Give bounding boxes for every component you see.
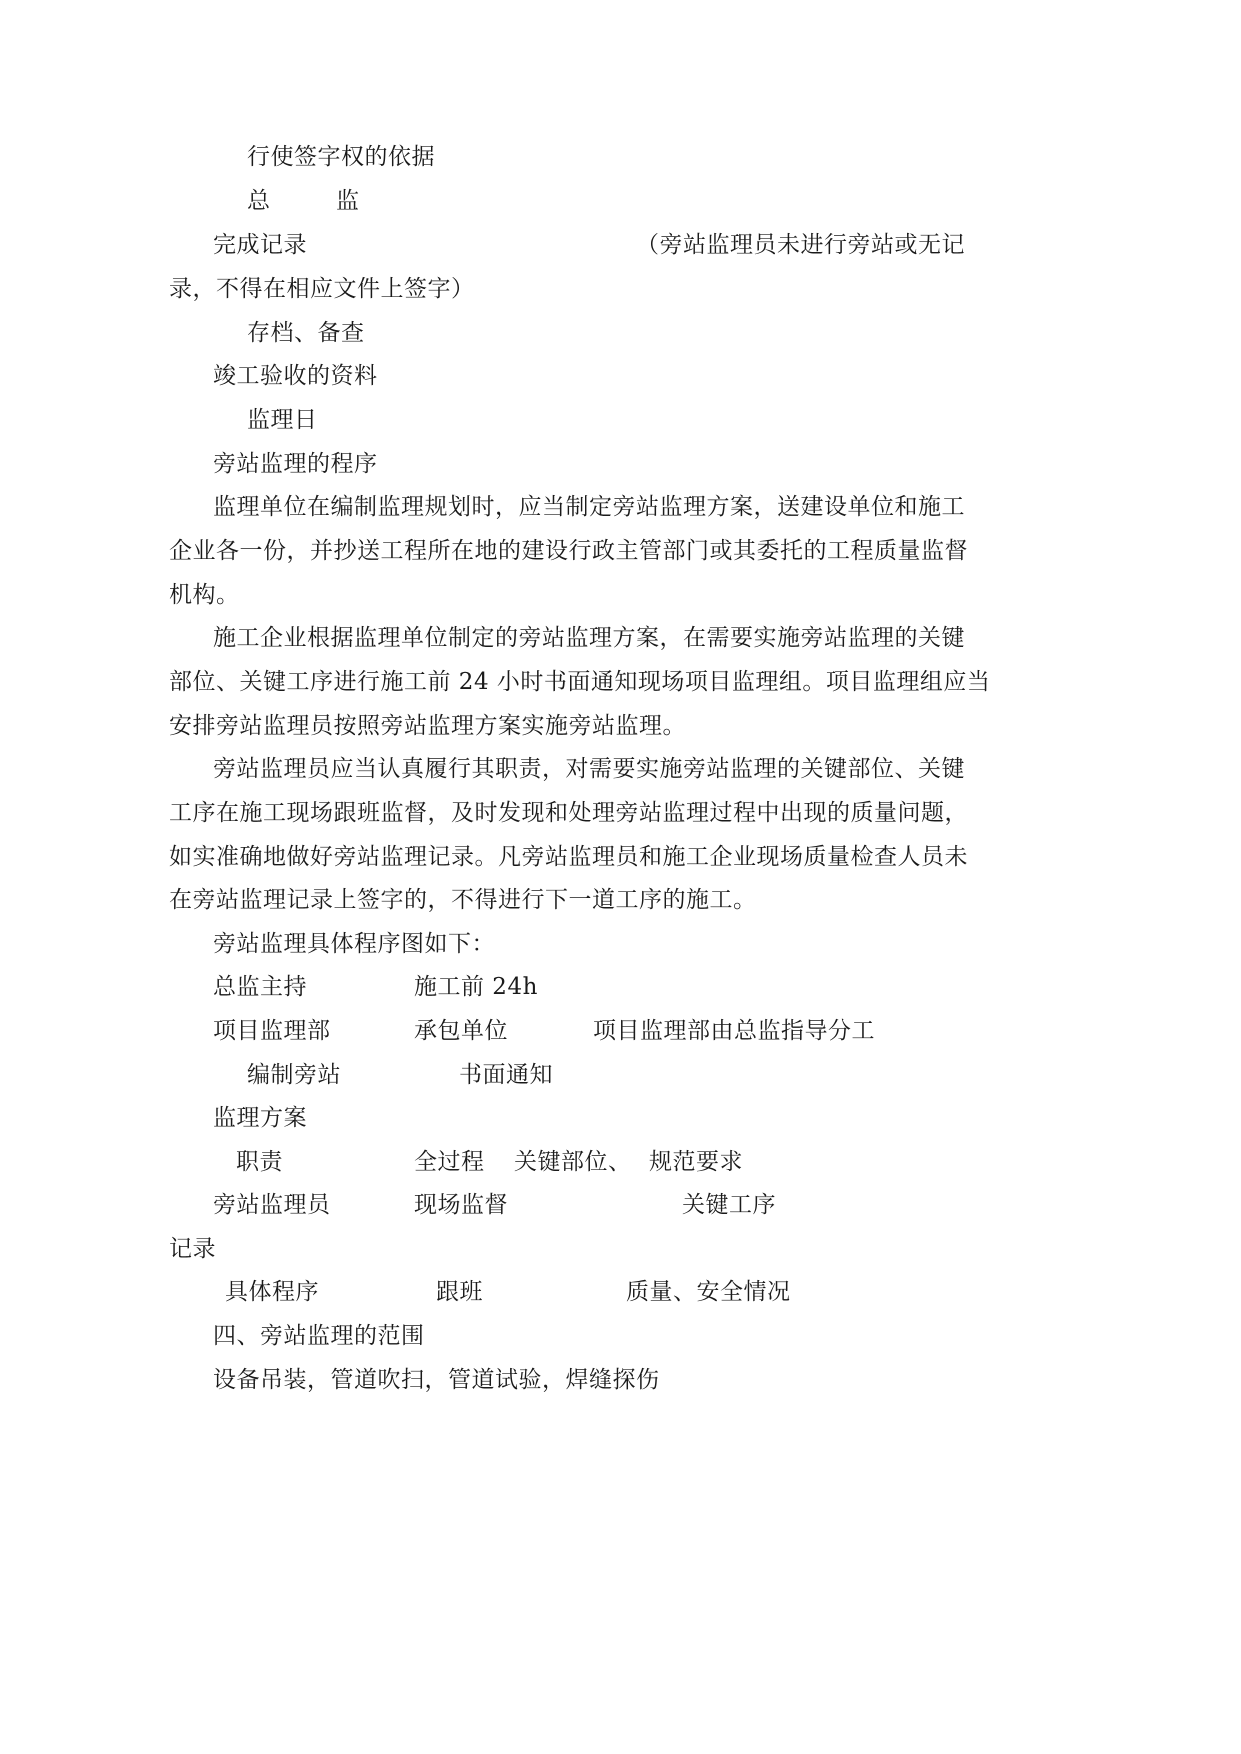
flow-label: 现场监督 [414, 1192, 508, 1218]
flow-label: 规范要求 [649, 1149, 743, 1175]
flow-label: 跟班 [436, 1279, 483, 1305]
flow-label: 旁站监理员 [213, 1192, 331, 1218]
flow-label: 施工前 24h [414, 974, 538, 1000]
text-fragment: （旁站监理员未进行旁站或无记 [636, 232, 965, 258]
flow-label: 记录 [169, 1236, 216, 1262]
paragraph-line: 企业各一份，并抄送工程所在地的建设行政主管部门或其委托的工程质量监督 [169, 538, 968, 564]
paragraph-line: 工序在施工现场跟班监督，及时发现和处理旁站监理过程中出现的质量问题， [169, 800, 968, 826]
flow-label: 书面通知 [459, 1062, 553, 1088]
flow-label: 具体程序 [225, 1279, 319, 1305]
flow-label: 关键工序 [682, 1192, 776, 1218]
paragraph-line: 部位、关键工序进行施工前 24 小时书面通知现场项目监理组。项目监理组应当 [169, 669, 991, 695]
section-heading: 四、旁站监理的范围 [213, 1323, 425, 1349]
paragraph-line: 安排旁站监理员按照旁站监理方案实施旁站监理。 [169, 713, 686, 739]
flow-label: 项目监理部 [213, 1018, 331, 1044]
text-line: 设备吊装，管道吹扫，管道试验，焊缝探伤 [213, 1367, 660, 1393]
section-heading: 旁站监理的程序 [213, 451, 378, 477]
flow-label: 质量、安全情况 [626, 1279, 791, 1305]
text-line: 旁站监理具体程序图如下： [213, 931, 495, 957]
flow-label: 关键部位、 [514, 1149, 632, 1175]
text-fragment: 监 [336, 188, 360, 214]
text-line: 行使签字权的依据 [247, 144, 435, 170]
paragraph-line: 在旁站监理记录上签字的，不得进行下一道工序的施工。 [169, 887, 757, 913]
flow-label: 承包单位 [414, 1018, 508, 1044]
text-line: 监理日 [247, 407, 318, 433]
flow-label: 项目监理部由总监指导分工 [593, 1018, 875, 1044]
paragraph-line: 旁站监理员应当认真履行其职责，对需要实施旁站监理的关键部位、关键 [213, 756, 965, 782]
flow-label: 职责 [236, 1149, 283, 1175]
text-line: 竣工验收的资料 [213, 363, 378, 389]
flow-label: 编制旁站 [247, 1062, 341, 1088]
paragraph-line: 如实准确地做好旁站监理记录。凡旁站监理员和施工企业现场质量检查人员未 [169, 844, 968, 870]
flow-label: 监理方案 [213, 1105, 307, 1131]
paragraph-line: 施工企业根据监理单位制定的旁站监理方案，在需要实施旁站监理的关键 [213, 625, 965, 651]
paragraph-line: 监理单位在编制监理规划时，应当制定旁站监理方案，送建设单位和施工 [213, 494, 965, 520]
paragraph-line: 机构。 [169, 582, 240, 608]
flow-label: 全过程 [414, 1149, 485, 1175]
text-line: 录，不得在相应文件上签字） [169, 276, 475, 302]
text-line: 存档、备查 [247, 320, 365, 346]
text-fragment: 总 [247, 188, 271, 214]
text-fragment: 完成记录 [213, 232, 307, 258]
flow-label: 总监主持 [213, 974, 307, 1000]
